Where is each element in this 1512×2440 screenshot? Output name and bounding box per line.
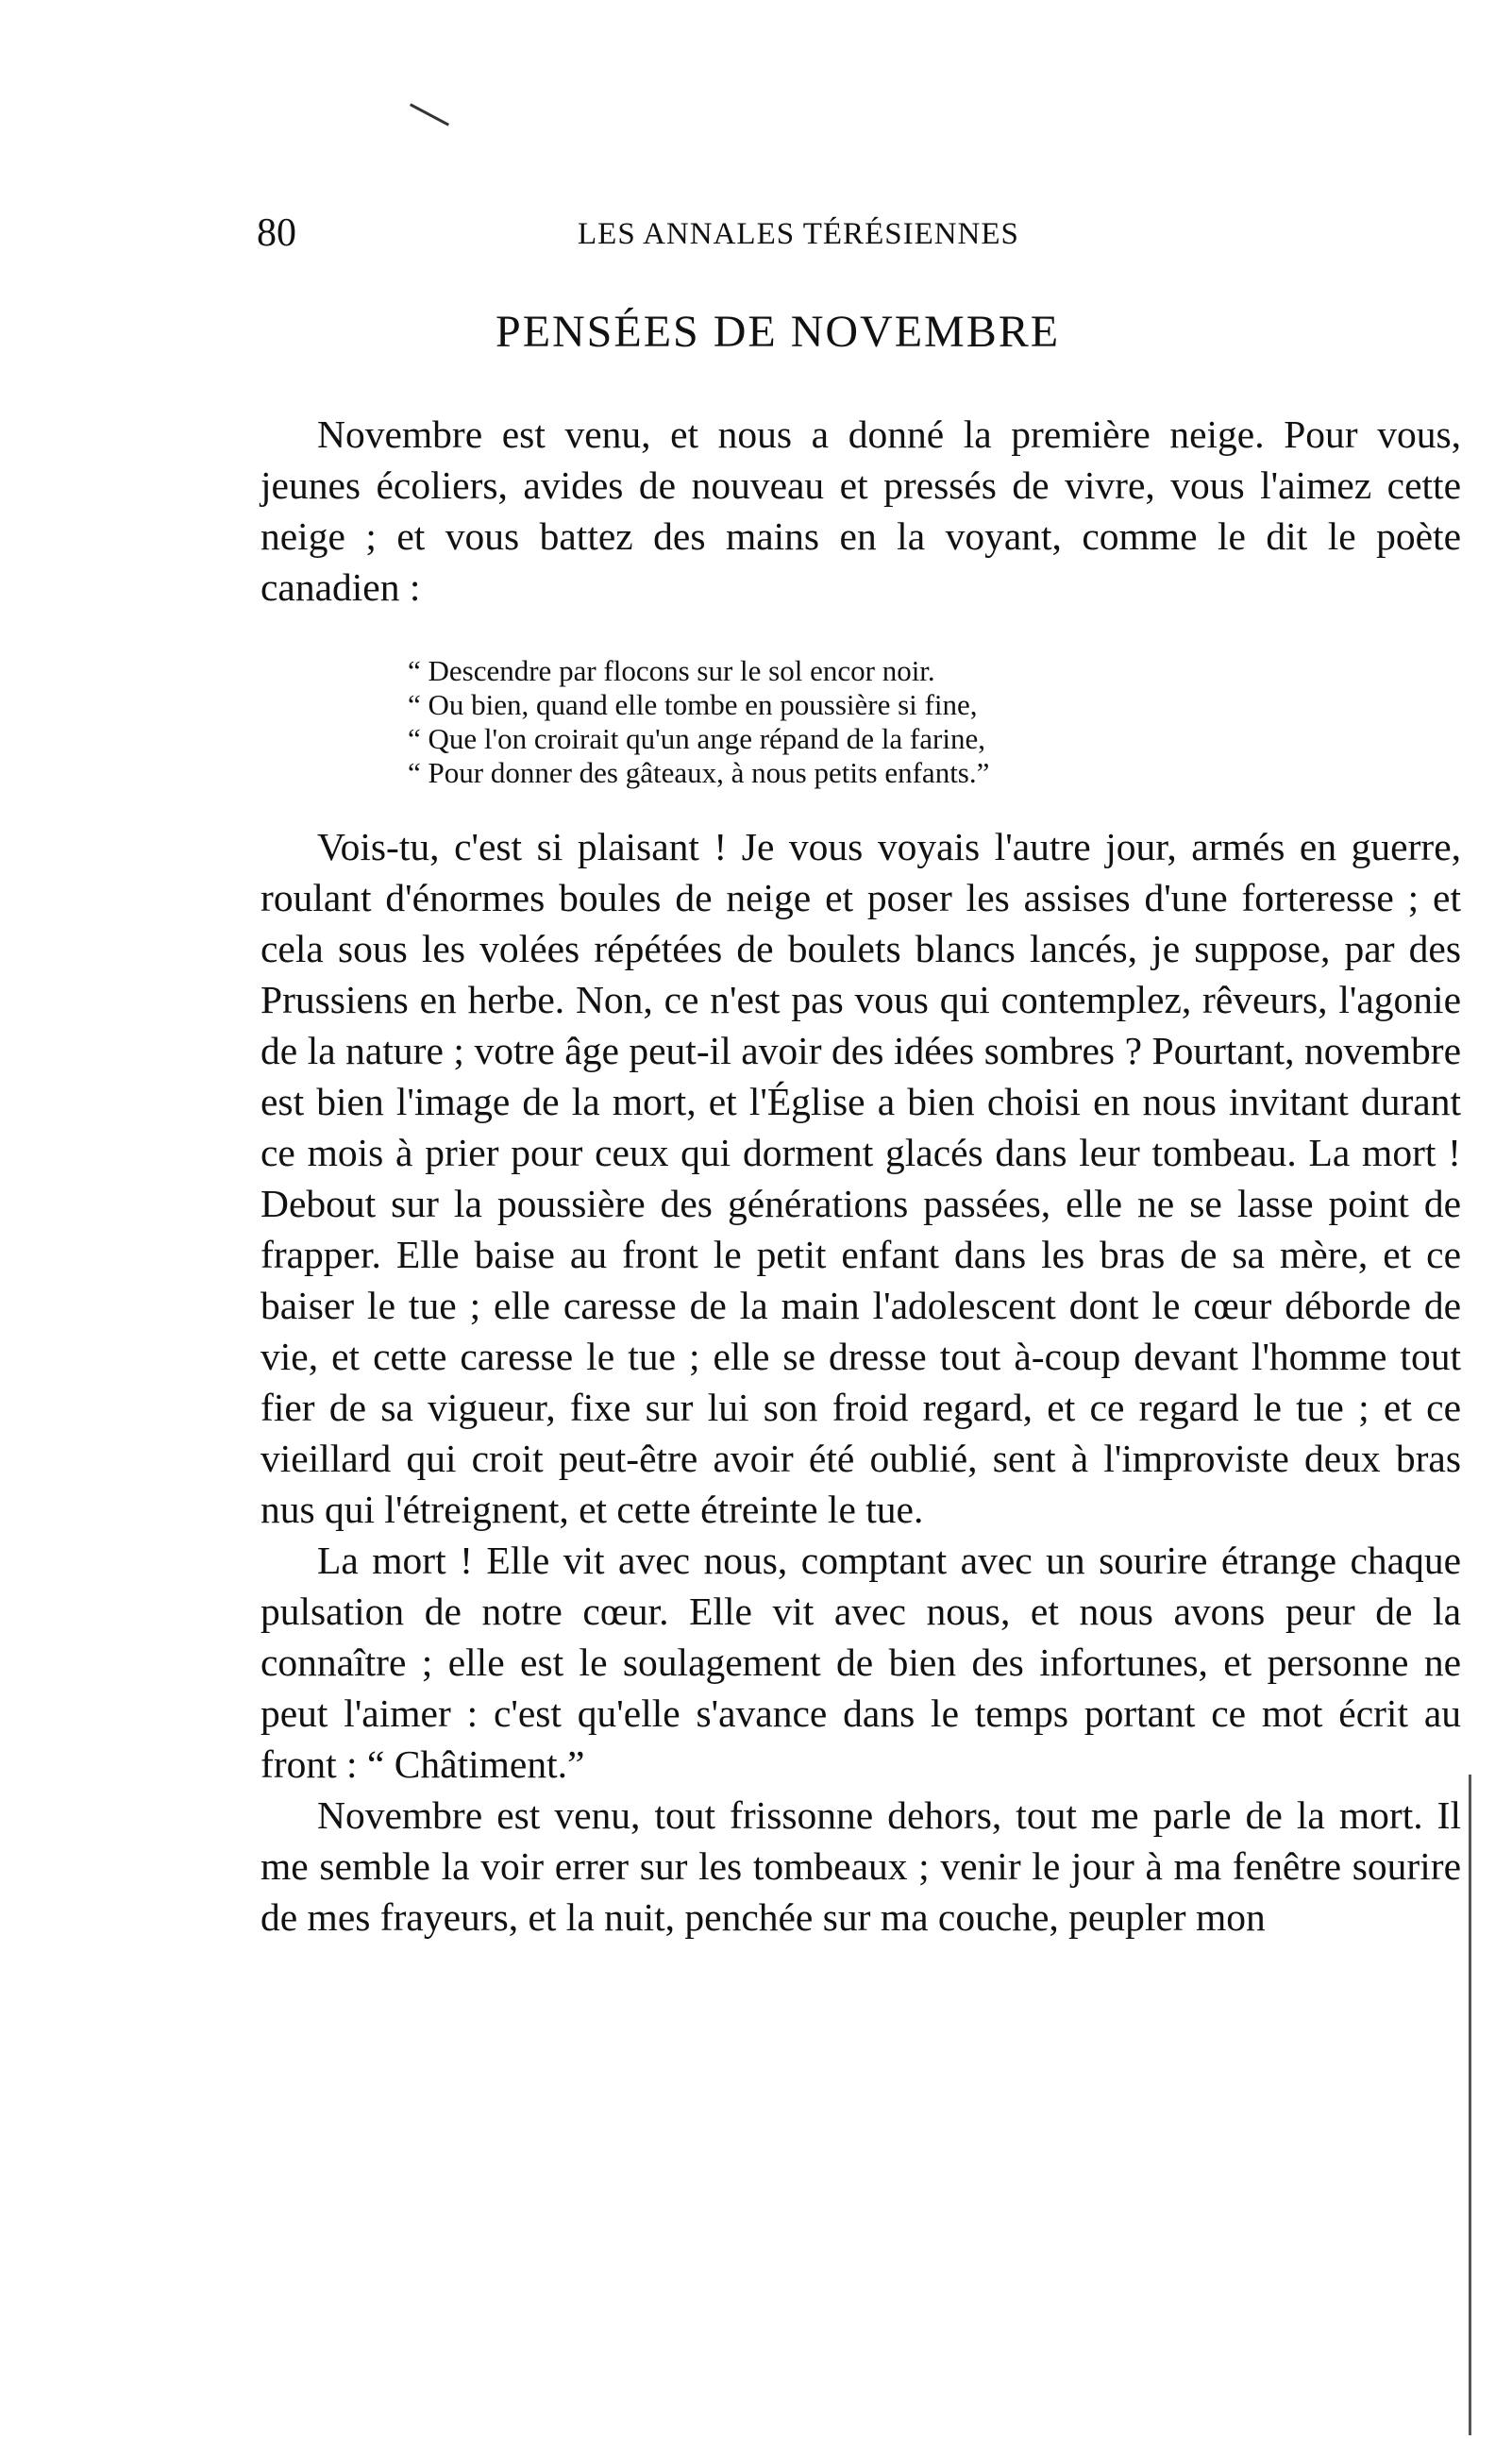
paragraph-text: Novembre est venu, tout frissonne dehors, tout me parle de la mort. Il me semble la voir errer sur les tombeaux ; venir le jour à ma fenêtre sourire de mes frayeurs, et la nuit, penchée sur ma couche, peupler mon bbox=[260, 1793, 1461, 1939]
quote-line: “ Ou bien, quand elle tombe en poussière si fine, bbox=[408, 688, 978, 721]
quote-line: “ Descendre par flocons sur le sol encor noir. bbox=[408, 654, 935, 687]
paragraph-text: Vois-tu, c'est si plaisant ! Je vous voyais l'autre jour, armés en guerre, roulant d'énormes boules de neige et poser les assises d'une forteresse ; et cela sous les volées répétées de boulets blancs lancés, je suppose, par des Prussiens en herbe. Non, ce n'est pas vous qui contemplez, rêveurs, l'agonie de la nature ; votre âge peut-il avoir des idées sombres ? Pourtant, novembre est bien l'image de la mort, et l'Église a bien choisi en nous invitant durant ce mois à prier pour ceux qui dorment glacés dans leur tombeau. La mort ! Debout sur la poussière des générations passées, elle ne se lasse point de frapper. Elle baise au front le petit enfant dans les bras de sa mère, et ce baiser le tue ; elle caresse de la main l'adolescent dont le cœur déborde de vie, et cette caresse le tue ; elle se dresse tout à-coup devant l'homme tout fier de sa vigueur, fixe sur lui son froid regard, et ce regard le tue ; et ce vieillard qui croit peut-être avoir été oublié, sent à l'improviste deux bras nus qui l'étreignent, et cette étreinte le tue. bbox=[260, 825, 1461, 1531]
poem-quote bbox=[408, 654, 1370, 790]
paragraph-body bbox=[260, 821, 1461, 1943]
page-header bbox=[257, 210, 1463, 257]
running-title: LES ANNALES TÉRÉSIENNES bbox=[578, 217, 1019, 251]
section-title: PENSÉES DE NOVEMBRE bbox=[496, 307, 1061, 357]
paragraph-intro bbox=[260, 409, 1461, 613]
paragraph-text: La mort ! Elle vit avec nous, comptant avec un sourire étrange chaque pulsation de notre cœur. Elle vit avec nous, et nous avons peur de la connaître ; elle est le soulagement de bien des infortunes, et personne ne peut l'aimer : c'est qu'elle s'avance dans le temps portant ce mot écrit au front : “ Châtiment.” bbox=[260, 1539, 1461, 1786]
scan-mark bbox=[410, 103, 449, 126]
page-number: 80 bbox=[257, 211, 296, 255]
scan-edge-mark bbox=[1469, 1775, 1471, 2435]
quote-line: “ Que l'on croirait qu'un ange répand de la farine, bbox=[408, 722, 985, 755]
quote-line: “ Pour donner des gâteaux, à nous petits enfants.” bbox=[408, 756, 990, 789]
paragraph-text: Novembre est venu, et nous a donné la première neige. Pour vous, jeunes écoliers, avides de nouveau et pressés de vivre, vous l'aimez cette neige ; et vous battez des mains en la voyant, comme le dit le poète canadien : bbox=[260, 412, 1461, 609]
